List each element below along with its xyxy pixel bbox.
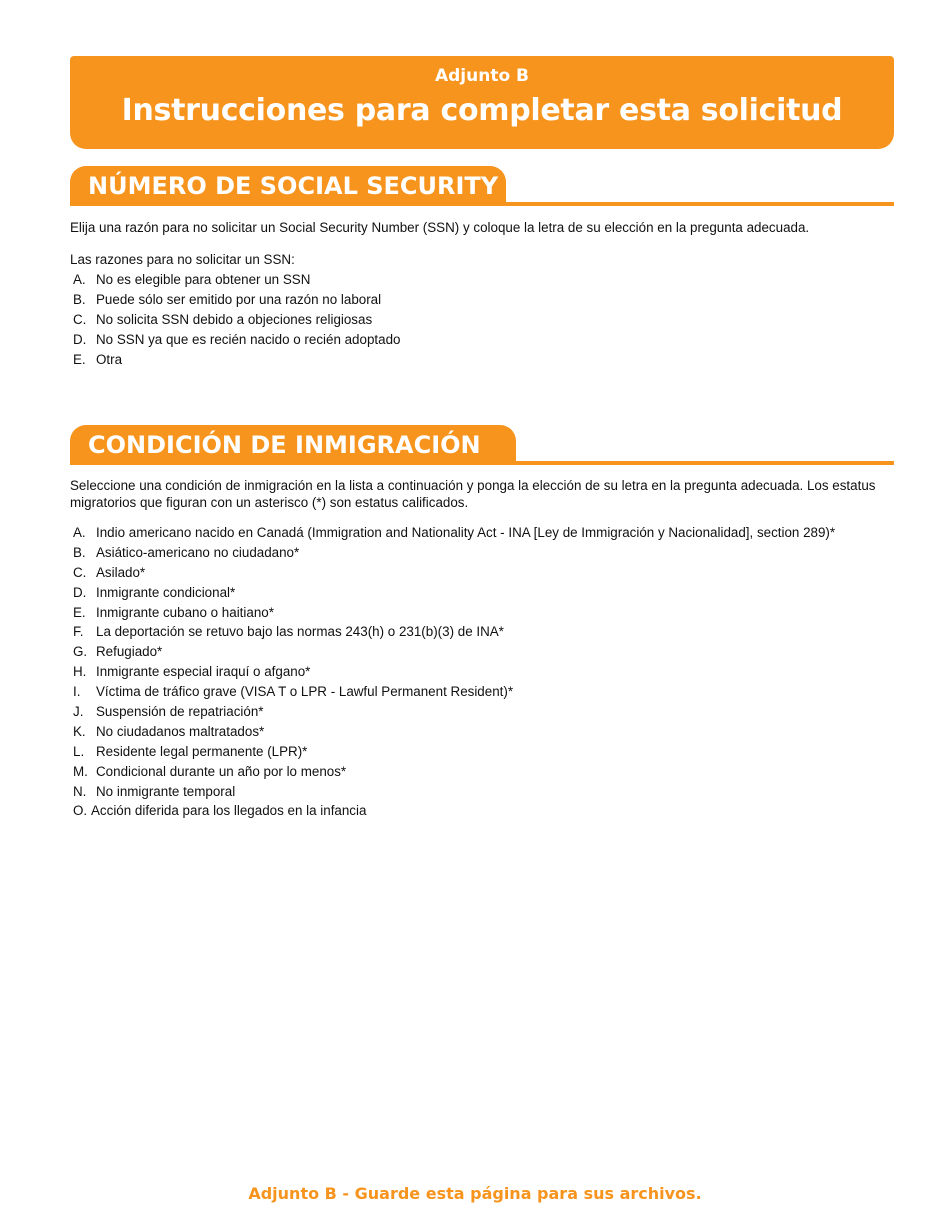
- list-item: [70, 270, 400, 290]
- item-letter: B.: [73, 291, 86, 307]
- item-text: Condicional durante un año por lo menos*: [96, 763, 347, 779]
- list-item: [70, 682, 835, 702]
- page-title: Instrucciones para completar esta solicitud: [121, 93, 843, 128]
- item-letter: A.: [73, 525, 86, 540]
- item-letter: K.: [73, 723, 86, 739]
- item-text: Acción diferida para los llegados en la infancia: [91, 803, 367, 819]
- item-letter: C.: [73, 564, 87, 580]
- item-letter: A.: [73, 272, 86, 287]
- item-text: No ciudadanos maltratados*: [96, 723, 265, 739]
- list-item: [70, 742, 835, 762]
- ssn-list-label: Las razones para no solicitar un SSN:: [70, 252, 295, 267]
- item-letter: O.: [73, 803, 88, 819]
- list-item: [70, 722, 835, 742]
- list-item: [70, 702, 835, 722]
- list-item: [70, 563, 835, 583]
- item-letter: D.: [73, 331, 87, 347]
- list-item: [70, 330, 400, 350]
- item-letter: M.: [73, 763, 88, 779]
- item-text: Otra: [96, 351, 123, 367]
- item-text: Inmigrante condicional*: [96, 584, 236, 600]
- item-letter: J.: [73, 704, 84, 720]
- list-item: [70, 642, 835, 662]
- item-text: Víctima de tráfico grave (VISA T o LPR - Lawful Permanent Resident)*: [96, 684, 514, 700]
- ssn-section-header: [70, 166, 894, 206]
- list-item: [70, 290, 400, 310]
- item-text: Suspensión de repatriación*: [96, 704, 264, 720]
- item-text: Puede sólo ser emitido por una razón no laboral: [96, 291, 382, 307]
- item-letter: D.: [73, 584, 87, 600]
- item-letter: L.: [73, 743, 85, 759]
- ssn-intro: Elija una razón para no solicitar un Social Security Number (SSN) y coloque la letra de su elección en la pregunta adecuada.: [70, 220, 810, 235]
- item-text: Residente legal permanente (LPR)*: [96, 743, 308, 759]
- list-item: [70, 801, 835, 821]
- item-text: No solicita SSN debido a objeciones religiosas: [96, 311, 373, 327]
- list-item: [70, 310, 400, 330]
- list-item: [70, 782, 835, 802]
- immigration-status-list: [70, 523, 835, 821]
- item-letter: B.: [73, 544, 86, 560]
- page-header-banner: [70, 56, 894, 149]
- item-letter: F.: [73, 624, 84, 640]
- item-text: Asilado*: [96, 564, 146, 580]
- item-text: Indio americano nacido en Canadá (Immigration and Nationality Act - INA [Ley de Immigración y Nacionalidad], section 289)*: [96, 525, 836, 540]
- item-text: No inmigrante temporal: [96, 783, 236, 799]
- item-text: No SSN ya que es recién nacido o recién adoptado: [96, 331, 401, 347]
- item-letter: C.: [73, 311, 87, 327]
- item-letter: E.: [73, 351, 86, 367]
- ssn-section-heading: NÚMERO DE SOCIAL SECURITY: [70, 166, 506, 206]
- list-item: [70, 543, 835, 563]
- item-letter: G.: [73, 644, 88, 660]
- item-text: Refugiado*: [96, 644, 163, 660]
- page-footer: Adjunto B - Guarde esta página para sus archivos.: [248, 1184, 702, 1203]
- item-letter: E.: [73, 604, 86, 620]
- item-text: Inmigrante cubano o haitiano*: [96, 604, 274, 620]
- immigration-section-heading: CONDICIÓN DE INMIGRACIÓN: [70, 425, 516, 465]
- list-item: [70, 603, 835, 623]
- item-letter: I.: [73, 684, 81, 700]
- ssn-reasons-list: [70, 270, 400, 369]
- list-item: [70, 762, 835, 782]
- header-subtitle: Adjunto B: [434, 66, 530, 86]
- list-item: [70, 622, 835, 642]
- immigration-section-header: [70, 425, 894, 465]
- list-item: [70, 350, 400, 370]
- item-letter: N.: [73, 783, 87, 799]
- item-text: Inmigrante especial iraquí o afgano*: [96, 664, 311, 680]
- item-text: No es elegible para obtener un SSN: [96, 272, 311, 287]
- item-text: La deportación se retuvo bajo las normas 243(h) o 231(b)(3) de INA*: [96, 624, 504, 640]
- item-text: Asiático-americano no ciudadano*: [96, 544, 300, 560]
- list-item: [70, 523, 835, 543]
- item-letter: H.: [73, 664, 87, 680]
- list-item: [70, 662, 835, 682]
- immigration-intro: Seleccione una condición de inmigración en la lista a continuación y ponga la elección de su letra en la pregunta adecuada. Los estatus migratorios que figuran con un asterisco (*) son estatus calificados.: [70, 478, 876, 510]
- list-item: [70, 583, 835, 603]
